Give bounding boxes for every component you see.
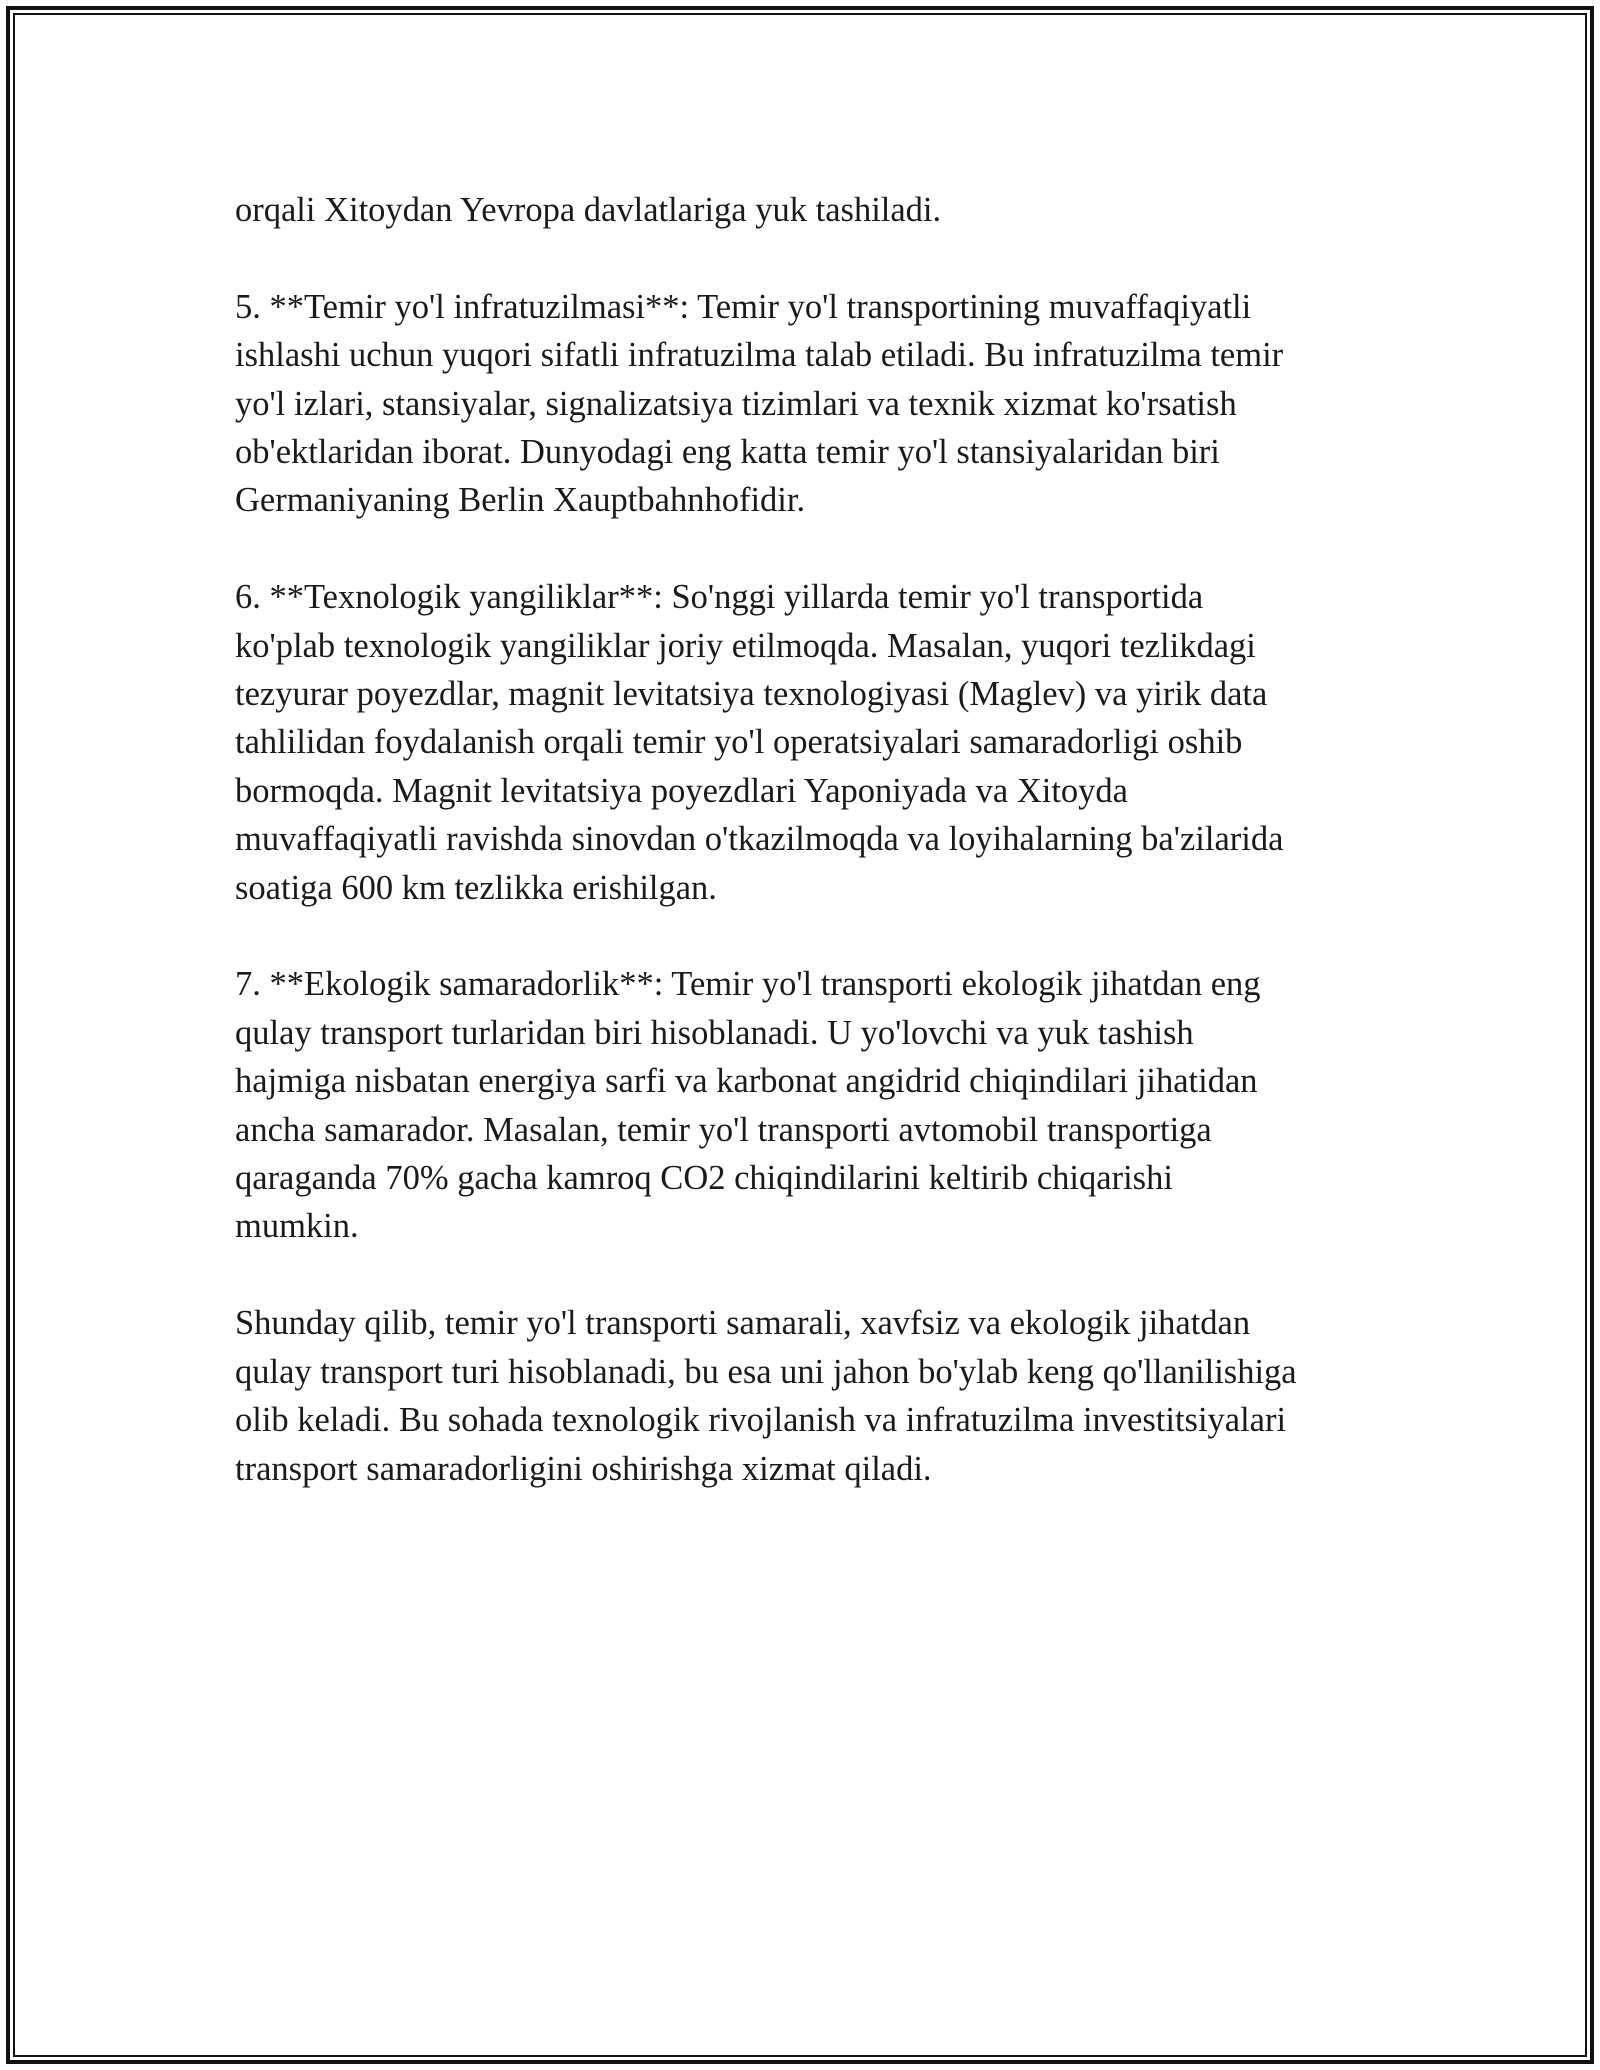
text-line: 5. **Temir yo'l infratuzilmasi**: Temir yo'l transportining muvaffaqiyatli (235, 287, 1252, 326)
text-line: qulay transport turlaridan biri hisoblanadi. U yo'lovchi va yuk tashish (235, 1013, 1194, 1052)
paragraph-technology (235, 573, 1385, 912)
text-line: qulay transport turi hisoblanadi, bu esa uni jahon bo'ylab keng qo'llanilishiga (235, 1352, 1297, 1391)
paragraph-infrastructure (235, 283, 1385, 525)
text-line: qaraganda 70% gacha kamroq CO2 chiqindilarini keltirib chiqarishi (235, 1159, 1173, 1198)
text-line: ishlashi uchun yuqori sifatli infratuzilma talab etiladi. Bu infratuzilma temir (235, 336, 1284, 375)
text-line: transport samaradorligini oshirishga xizmat qiladi. (235, 1449, 932, 1488)
text-line: 7. **Ekologik samaradorlik**: Temir yo'l transporti ekologik jihatdan eng (235, 965, 1261, 1004)
paragraph-conclusion (235, 1299, 1385, 1493)
document-body (235, 186, 1385, 1541)
text-line: ko'plab texnologik yangiliklar joriy etilmoqda. Masalan, yuqori tezlikdagi (235, 626, 1256, 665)
text-line: tahlilidan foydalanish orqali temir yo'l operatsiyalari samaradorligi oshib (235, 723, 1243, 762)
text-line: olib keladi. Bu sohada texnologik rivojlanish va infratuzilma investitsiyalari (235, 1401, 1287, 1440)
text-line: yo'l izlari, stansiyalar, signalizatsiya tizimlari va texnik xizmat ko'rsatish (235, 384, 1237, 423)
text-line: ob'ektlaridan iborat. Dunyodagi eng katta temir yo'l stansiyalaridan biri (235, 433, 1220, 472)
text-line: mumkin. (235, 1207, 359, 1246)
text-line: muvaffaqiyatli ravishda sinovdan o'tkazilmoqda va loyihalarning ba'zilarida (235, 820, 1284, 859)
paragraph-continuation (235, 186, 1385, 234)
text-line: hajmiga nisbatan energiya sarfi va karbonat angidrid chiqindilari jihatidan (235, 1062, 1258, 1101)
text-line: tezyurar poyezdlar, magnit levitatsiya texnologiyasi (Maglev) va yirik data (235, 675, 1268, 714)
text-line: soatiga 600 km tezlikka erishilgan. (235, 868, 717, 907)
text-line: ancha samarador. Masalan, temir yo'l transporti avtomobil transportiga (235, 1110, 1212, 1149)
paragraph-ecology (235, 960, 1385, 1250)
text-line: Germaniyaning Berlin Xauptbahnhofidir. (235, 481, 806, 520)
text-line: 6. **Texnologik yangiliklar**: So'nggi yillarda temir yo'l transportida (235, 578, 1204, 617)
text-line: Shunday qilib, temir yo'l transporti samarali, xavfsiz va ekologik jihatdan (235, 1304, 1251, 1343)
text-line: bormoqda. Magnit levitatsiya poyezdlari Yaponiyada va Xitoyda (235, 771, 1128, 810)
text-line: orqali Xitoydan Yevropa davlatlariga yuk tashiladi. (235, 191, 942, 229)
